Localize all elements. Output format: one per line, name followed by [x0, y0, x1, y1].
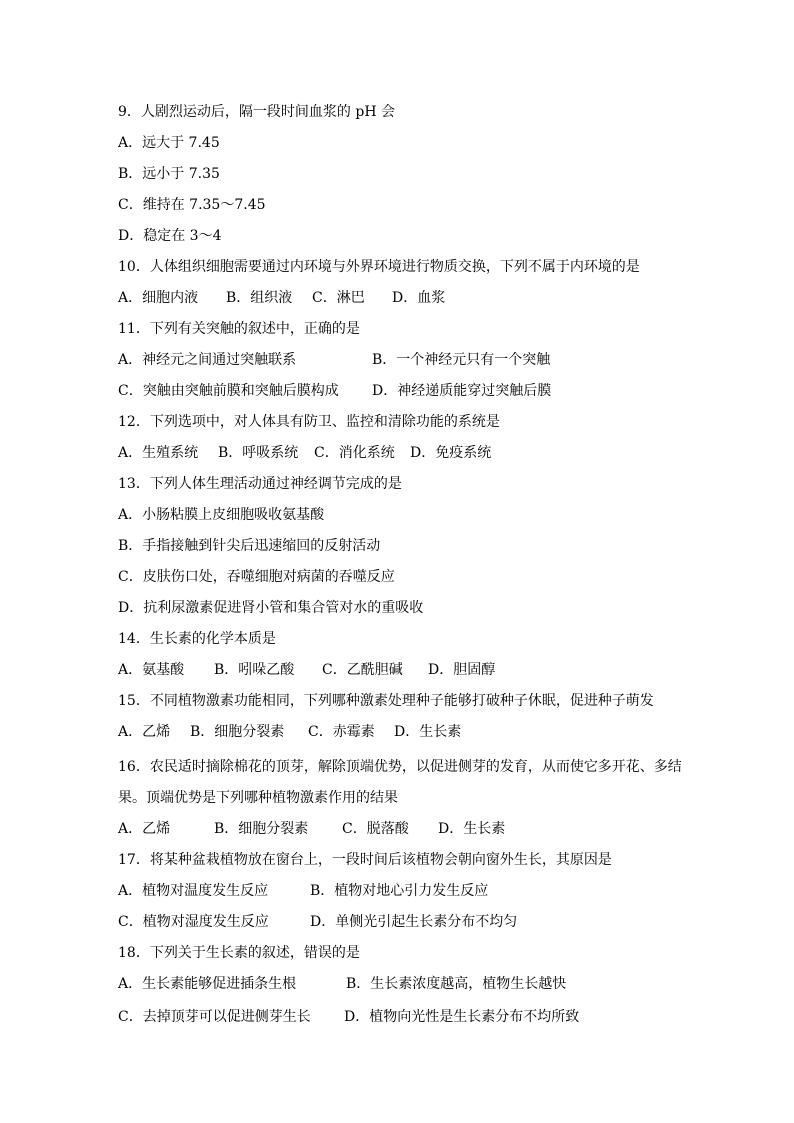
- question-11-option-b: B．一个神经元只有一个突触: [372, 352, 551, 368]
- question-16-option-b: B．细胞分裂素: [214, 821, 309, 837]
- question-9-option-c: C．维持在 7.35～7.45: [118, 197, 266, 213]
- question-12-option-b: B．呼吸系统: [218, 445, 299, 461]
- question-13-option-b: B．手指接触到针尖后迅速缩回的反射活动: [118, 538, 381, 554]
- question-10-option-c: C．淋巴: [312, 290, 365, 306]
- question-18-option-a: A．生长素能够促进插条生根: [118, 976, 297, 992]
- question-9-stem: 9．人剧烈运动后，隔一段时间血浆的 pH 会: [118, 104, 395, 120]
- question-9-option-a: A．远大于 7.45: [118, 135, 220, 151]
- question-13-option-c: C．皮肤伤口处，吞噬细胞对病菌的吞噬反应: [118, 569, 395, 585]
- question-16-stem: 16．农民适时摘除棉花的顶芽，解除顶端优势，以促进侧芽的发育，从而使它多开花、多结: [118, 759, 682, 775]
- question-16-stem-continued: 果。顶端优势是下列哪种植物激素作用的结果: [118, 790, 398, 806]
- question-15-option-b: B．细胞分裂素: [190, 724, 285, 740]
- question-17-option-c: C．植物对湿度发生反应: [118, 914, 269, 930]
- question-11-stem: 11．下列有关突触的叙述中，正确的是: [118, 321, 360, 337]
- question-12-option-c: C．消化系统: [314, 445, 395, 461]
- question-15-option-d: D．生长素: [394, 724, 462, 740]
- question-18-option-d: D．植物向光性是生长素分布不均所致: [344, 1009, 580, 1025]
- question-11-option-a: A．神经元之间通过突触联系: [118, 352, 297, 368]
- question-16-option-c: C．脱落酸: [342, 821, 409, 837]
- question-18-stem: 18．下列关于生长素的叙述，错误的是: [118, 945, 360, 961]
- question-14-option-b: B．吲哚乙酸: [214, 662, 295, 678]
- question-10-stem: 10．人体组织细胞需要通过内环境与外界环境进行物质交换，下列不属于内环境的是: [118, 259, 640, 275]
- question-12-option-d: D．免疫系统: [410, 445, 492, 461]
- question-15-option-c: C．赤霉素: [308, 724, 375, 740]
- question-12-stem: 12．下列选项中，对人体具有防卫、监控和清除功能的系统是: [118, 414, 500, 430]
- question-9-option-b: B．远小于 7.35: [118, 166, 220, 182]
- question-15-stem: 15．不同植物激素功能相同，下列哪种激素处理种子能够打破种子休眠，促进种子萌发: [118, 693, 654, 709]
- question-18-option-b: B．生长素浓度越高，植物生长越快: [346, 976, 567, 992]
- question-17-stem: 17．将某种盆栽植物放在窗台上，一段时间后该植物会朝向窗外生长，其原因是: [118, 852, 612, 868]
- question-10-option-b: B．组织液: [226, 290, 293, 306]
- question-16-option-a: A．乙烯: [118, 821, 171, 837]
- question-18-option-c: C．去掉顶芽可以促进侧芽生长: [118, 1009, 311, 1025]
- question-14-option-a: A．氨基酸: [118, 662, 185, 678]
- question-17-option-a: A．植物对温度发生反应: [118, 883, 269, 899]
- question-14-option-d: D．胆固醇: [428, 662, 496, 678]
- question-9-option-d: D．稳定在 3～4: [118, 228, 222, 244]
- question-10-option-a: A．细胞内液: [118, 290, 199, 306]
- question-12-option-a: A．生殖系统: [118, 445, 199, 461]
- question-10-option-d: D．血浆: [392, 290, 446, 306]
- question-16-option-d: D．生长素: [438, 821, 506, 837]
- question-11-option-d: D．神经递质能穿过突触后膜: [372, 383, 552, 399]
- question-17-option-d: D．单侧光引起生长素分布不均匀: [310, 914, 518, 930]
- question-17-option-b: B．植物对地心引力发生反应: [310, 883, 489, 899]
- question-14-option-c: C．乙酰胆碱: [322, 662, 403, 678]
- question-15-option-a: A．乙烯: [118, 724, 171, 740]
- question-13-stem: 13．下列人体生理活动通过神经调节完成的是: [118, 476, 402, 492]
- question-11-option-c: C．突触由突触前膜和突触后膜构成: [118, 383, 339, 399]
- question-13-option-d: D．抗利尿激素促进肾小管和集合管对水的重吸收: [118, 600, 424, 616]
- question-14-stem: 14．生长素的化学本质是: [118, 631, 276, 647]
- question-13-option-a: A．小肠粘膜上皮细胞吸收氨基酸: [118, 507, 325, 523]
